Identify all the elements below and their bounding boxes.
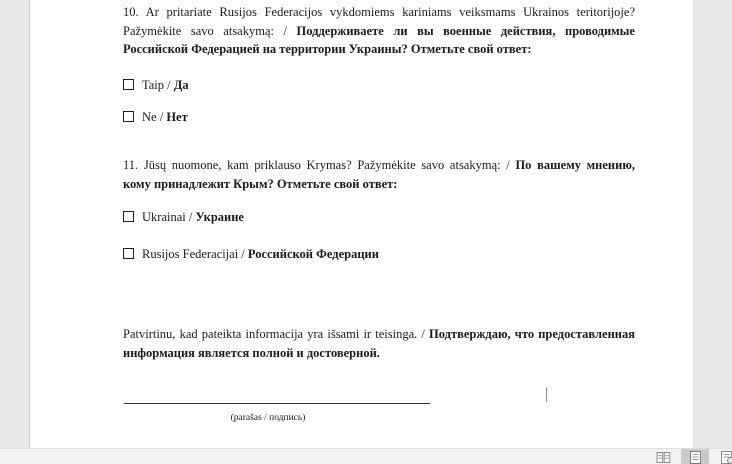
read-mode-icon	[656, 451, 671, 464]
question-11-ru: По вашему мнению, кому принадлежит Крым? Отметьте свой ответ:	[123, 158, 636, 191]
option-label-lt: Taip /	[142, 78, 174, 92]
option-label	[142, 210, 244, 224]
question-10-ru: Поддерживаете ли вы военные действия, проводимые Российской Федерацией на территории Украины? Отметьте свой ответ:	[123, 23, 635, 57]
question-11	[123, 156, 635, 193]
option-label	[142, 247, 379, 261]
question-10	[123, 3, 635, 59]
checkbox-q11-ukraine[interactable]	[123, 211, 134, 222]
option-label-lt: Rusijos Federacijai /	[142, 247, 248, 261]
option-label-lt: Ukrainai /	[142, 210, 196, 224]
confirmation-ru: Подтверждаю, что предоставленная информация является полной и достоверной.	[123, 327, 635, 360]
option-label	[142, 78, 189, 92]
checkbox-q10-yes[interactable]	[123, 79, 134, 90]
question-11-lt: 11. Jūsų nuomone, kam priklauso Krymas? Pažymėkite savo atsakymą: /	[123, 158, 516, 172]
read-mode-button[interactable]	[650, 449, 676, 464]
option-label-ru: Российской Федерации	[247, 247, 379, 261]
signature-caption: (parašas / подпись)	[230, 413, 306, 423]
signature-line	[124, 403, 430, 404]
web-layout-icon	[720, 451, 732, 464]
document-page	[29, 0, 694, 449]
question-10-lt: 10. Ar pritariate Rusijos Federacijos vykdomiems kariniams veiksmams Ukrainos teritorijoje? Pažymėkite savo atsakymą: /	[123, 5, 635, 38]
web-layout-button[interactable]	[714, 449, 732, 464]
option-label-ru: Нет	[166, 110, 188, 124]
confirmation-statement	[123, 325, 635, 362]
option-label-ru: Украине	[195, 210, 244, 224]
checkbox-q10-no[interactable]	[123, 111, 134, 122]
text-cursor	[546, 388, 547, 402]
status-bar	[0, 448, 732, 464]
print-layout-button[interactable]	[681, 449, 709, 464]
option-q11-russia	[123, 247, 379, 261]
option-q11-ukraine	[123, 210, 244, 224]
option-label-lt: Ne /	[142, 110, 167, 124]
print-layout-icon	[689, 451, 702, 464]
checkbox-q11-russia[interactable]	[123, 248, 134, 259]
option-q10-no	[123, 110, 188, 124]
confirmation-lt: Patvirtinu, kad pateikta informacija yra išsami ir teisinga. /	[123, 327, 430, 341]
option-label-ru: Да	[173, 78, 189, 92]
option-label	[142, 110, 188, 124]
option-q10-yes	[123, 78, 189, 92]
